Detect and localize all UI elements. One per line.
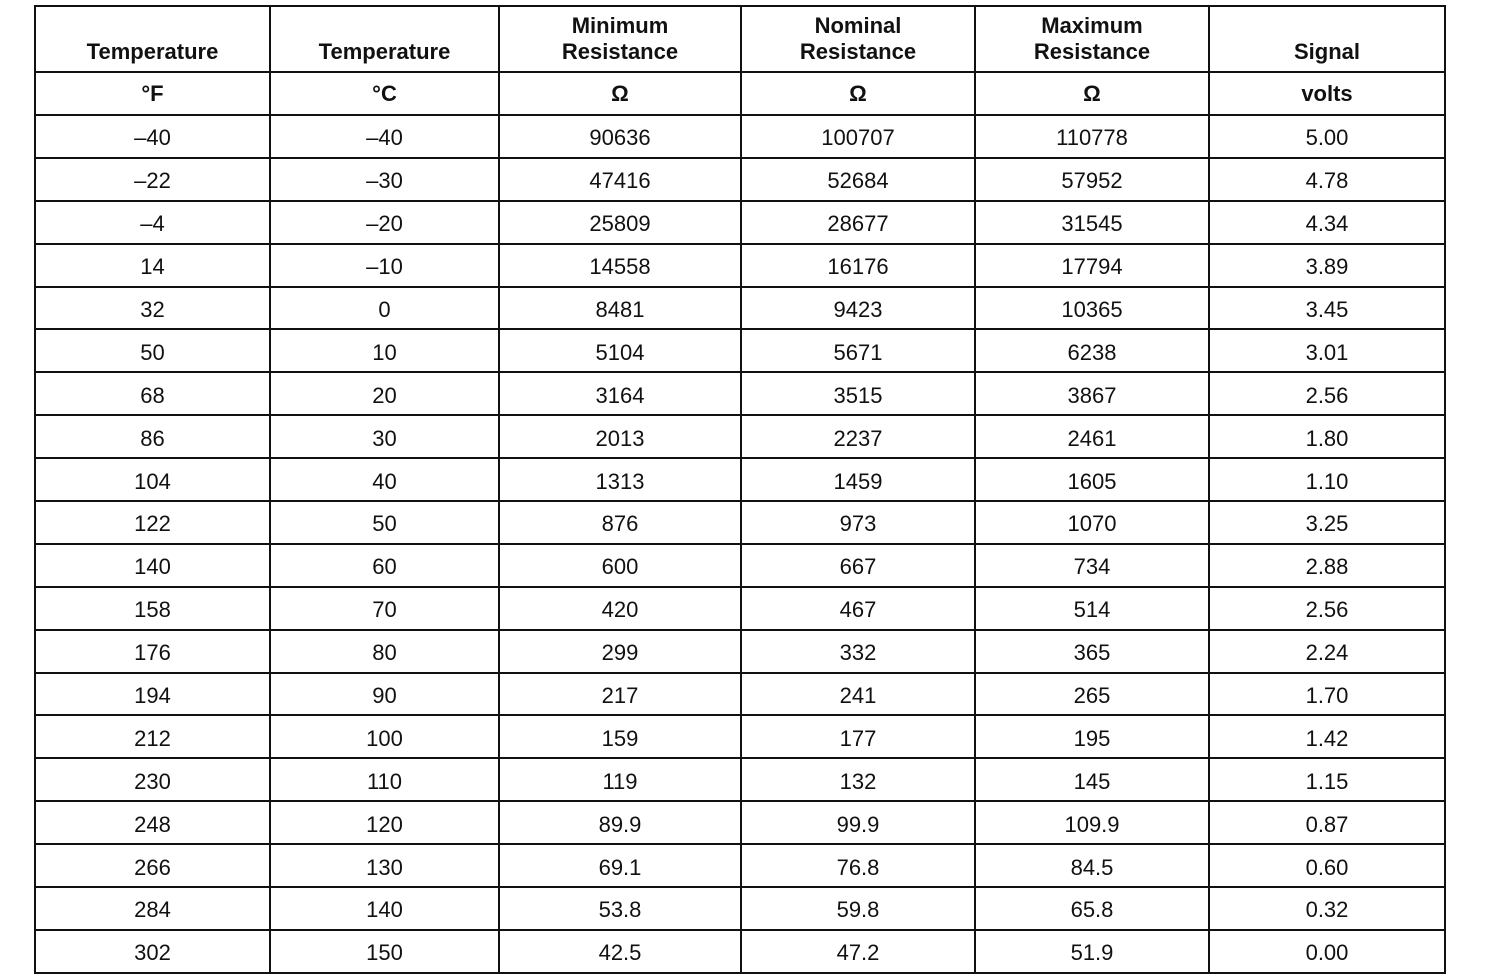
cell-signal-volts: 1.10 xyxy=(1209,458,1445,501)
column-header-nominal-resistance xyxy=(741,6,975,72)
unit-header-temp-f: °F xyxy=(35,72,270,115)
cell-nominal-resistance: 132 xyxy=(741,758,975,801)
cell-temp-f: –22 xyxy=(35,158,270,201)
cell-temp-c: 100 xyxy=(270,715,499,758)
cell-temp-f: 230 xyxy=(35,758,270,801)
cell-temp-f: 212 xyxy=(35,715,270,758)
cell-temp-c: –30 xyxy=(270,158,499,201)
cell-min-resistance: 69.1 xyxy=(499,844,741,887)
cell-temp-f: 68 xyxy=(35,372,270,415)
cell-signal-volts: 1.42 xyxy=(1209,715,1445,758)
column-header-label: Temperature xyxy=(318,39,451,64)
table-row xyxy=(35,673,1445,716)
table-row xyxy=(35,758,1445,801)
table-row xyxy=(35,930,1445,973)
table-row xyxy=(35,801,1445,844)
table-row xyxy=(35,244,1445,287)
cell-min-resistance: 119 xyxy=(499,758,741,801)
cell-temp-f: 32 xyxy=(35,287,270,330)
cell-min-resistance: 89.9 xyxy=(499,801,741,844)
cell-max-resistance: 1070 xyxy=(975,501,1209,544)
table-row xyxy=(35,844,1445,887)
cell-nominal-resistance: 16176 xyxy=(741,244,975,287)
unit-header-nominal-resistance: Ω xyxy=(741,72,975,115)
unit-header-max-resistance: Ω xyxy=(975,72,1209,115)
cell-signal-volts: 3.45 xyxy=(1209,287,1445,330)
table-row xyxy=(35,329,1445,372)
cell-temp-f: 14 xyxy=(35,244,270,287)
table-row xyxy=(35,158,1445,201)
cell-nominal-resistance: 3515 xyxy=(741,372,975,415)
cell-signal-volts: 1.15 xyxy=(1209,758,1445,801)
cell-temp-c: –10 xyxy=(270,244,499,287)
cell-signal-volts: 2.56 xyxy=(1209,587,1445,630)
unit-header-min-resistance: Ω xyxy=(499,72,741,115)
cell-temp-c: –20 xyxy=(270,201,499,244)
table-row xyxy=(35,630,1445,673)
cell-nominal-resistance: 667 xyxy=(741,544,975,587)
cell-nominal-resistance: 52684 xyxy=(741,158,975,201)
cell-nominal-resistance: 332 xyxy=(741,630,975,673)
cell-min-resistance: 876 xyxy=(499,501,741,544)
cell-temp-c: 140 xyxy=(270,887,499,930)
cell-temp-c: 120 xyxy=(270,801,499,844)
cell-min-resistance: 5104 xyxy=(499,329,741,372)
column-header-label: Resistance xyxy=(799,39,917,64)
column-header-max-resistance xyxy=(975,6,1209,72)
cell-min-resistance: 25809 xyxy=(499,201,741,244)
column-header-label: Nominal xyxy=(814,13,902,38)
cell-min-resistance: 42.5 xyxy=(499,930,741,973)
cell-max-resistance: 57952 xyxy=(975,158,1209,201)
table-row xyxy=(35,115,1445,158)
cell-nominal-resistance: 59.8 xyxy=(741,887,975,930)
cell-nominal-resistance: 47.2 xyxy=(741,930,975,973)
table-row xyxy=(35,501,1445,544)
cell-min-resistance: 159 xyxy=(499,715,741,758)
cell-signal-volts: 2.56 xyxy=(1209,372,1445,415)
cell-min-resistance: 420 xyxy=(499,587,741,630)
cell-min-resistance: 3164 xyxy=(499,372,741,415)
table-row xyxy=(35,201,1445,244)
cell-temp-f: 266 xyxy=(35,844,270,887)
cell-min-resistance: 14558 xyxy=(499,244,741,287)
cell-temp-c: 70 xyxy=(270,587,499,630)
cell-nominal-resistance: 100707 xyxy=(741,115,975,158)
column-header-label: Resistance xyxy=(561,39,679,64)
cell-temp-f: 248 xyxy=(35,801,270,844)
cell-temp-f: 50 xyxy=(35,329,270,372)
cell-signal-volts: 0.60 xyxy=(1209,844,1445,887)
cell-temp-c: 10 xyxy=(270,329,499,372)
cell-temp-c: 80 xyxy=(270,630,499,673)
cell-max-resistance: 110778 xyxy=(975,115,1209,158)
cell-nominal-resistance: 99.9 xyxy=(741,801,975,844)
table-row xyxy=(35,458,1445,501)
cell-nominal-resistance: 973 xyxy=(741,501,975,544)
table-header xyxy=(35,6,1445,115)
cell-signal-volts: 0.00 xyxy=(1209,930,1445,973)
cell-min-resistance: 299 xyxy=(499,630,741,673)
cell-signal-volts: 0.32 xyxy=(1209,887,1445,930)
cell-signal-volts: 0.87 xyxy=(1209,801,1445,844)
cell-nominal-resistance: 5671 xyxy=(741,329,975,372)
cell-max-resistance: 10365 xyxy=(975,287,1209,330)
cell-max-resistance: 84.5 xyxy=(975,844,1209,887)
column-header-temp-c xyxy=(270,6,499,72)
cell-temp-c: 150 xyxy=(270,930,499,973)
cell-max-resistance: 2461 xyxy=(975,415,1209,458)
cell-signal-volts: 4.78 xyxy=(1209,158,1445,201)
column-header-signal-volts xyxy=(1209,6,1445,72)
cell-temp-f: 140 xyxy=(35,544,270,587)
cell-signal-volts: 3.89 xyxy=(1209,244,1445,287)
table-row xyxy=(35,372,1445,415)
cell-min-resistance: 217 xyxy=(499,673,741,716)
cell-max-resistance: 65.8 xyxy=(975,887,1209,930)
cell-signal-volts: 1.70 xyxy=(1209,673,1445,716)
cell-nominal-resistance: 177 xyxy=(741,715,975,758)
cell-max-resistance: 734 xyxy=(975,544,1209,587)
table-row xyxy=(35,544,1445,587)
cell-nominal-resistance: 76.8 xyxy=(741,844,975,887)
cell-max-resistance: 51.9 xyxy=(975,930,1209,973)
cell-max-resistance: 3867 xyxy=(975,372,1209,415)
cell-max-resistance: 365 xyxy=(975,630,1209,673)
cell-min-resistance: 90636 xyxy=(499,115,741,158)
cell-signal-volts: 3.25 xyxy=(1209,501,1445,544)
cell-nominal-resistance: 28677 xyxy=(741,201,975,244)
table-row xyxy=(35,587,1445,630)
cell-min-resistance: 1313 xyxy=(499,458,741,501)
cell-temp-f: 194 xyxy=(35,673,270,716)
cell-temp-f: –40 xyxy=(35,115,270,158)
cell-max-resistance: 6238 xyxy=(975,329,1209,372)
table-body xyxy=(35,115,1445,973)
cell-temp-c: 20 xyxy=(270,372,499,415)
cell-min-resistance: 47416 xyxy=(499,158,741,201)
cell-max-resistance: 145 xyxy=(975,758,1209,801)
cell-signal-volts: 5.00 xyxy=(1209,115,1445,158)
column-header-label: Signal xyxy=(1293,39,1360,64)
cell-temp-c: 30 xyxy=(270,415,499,458)
resistance-table xyxy=(34,5,1446,974)
cell-signal-volts: 1.80 xyxy=(1209,415,1445,458)
cell-temp-c: 110 xyxy=(270,758,499,801)
cell-max-resistance: 17794 xyxy=(975,244,1209,287)
column-header-temp-f xyxy=(35,6,270,72)
cell-max-resistance: 195 xyxy=(975,715,1209,758)
column-header-label: Temperature xyxy=(86,39,219,64)
cell-temp-f: 104 xyxy=(35,458,270,501)
cell-temp-f: 158 xyxy=(35,587,270,630)
cell-min-resistance: 2013 xyxy=(499,415,741,458)
cell-max-resistance: 109.9 xyxy=(975,801,1209,844)
cell-signal-volts: 4.34 xyxy=(1209,201,1445,244)
cell-signal-volts: 2.24 xyxy=(1209,630,1445,673)
table-row xyxy=(35,287,1445,330)
cell-temp-f: 284 xyxy=(35,887,270,930)
column-header-min-resistance xyxy=(499,6,741,72)
cell-nominal-resistance: 467 xyxy=(741,587,975,630)
cell-temp-f: 176 xyxy=(35,630,270,673)
cell-temp-f: 302 xyxy=(35,930,270,973)
unit-header-signal-volts: volts xyxy=(1209,72,1445,115)
cell-max-resistance: 265 xyxy=(975,673,1209,716)
cell-temp-c: 40 xyxy=(270,458,499,501)
cell-temp-c: 50 xyxy=(270,501,499,544)
column-header-label: Maximum xyxy=(1041,13,1143,38)
cell-nominal-resistance: 2237 xyxy=(741,415,975,458)
cell-max-resistance: 1605 xyxy=(975,458,1209,501)
cell-temp-f: 86 xyxy=(35,415,270,458)
cell-temp-f: 122 xyxy=(35,501,270,544)
unit-header-temp-c: °C xyxy=(270,72,499,115)
cell-temp-c: 90 xyxy=(270,673,499,716)
cell-temp-c: 60 xyxy=(270,544,499,587)
table-row xyxy=(35,887,1445,930)
cell-signal-volts: 2.88 xyxy=(1209,544,1445,587)
column-header-label: Minimum xyxy=(571,13,669,38)
cell-min-resistance: 53.8 xyxy=(499,887,741,930)
column-header-label: Resistance xyxy=(1033,39,1151,64)
cell-nominal-resistance: 9423 xyxy=(741,287,975,330)
table-row xyxy=(35,415,1445,458)
cell-temp-c: –40 xyxy=(270,115,499,158)
header-row xyxy=(35,6,1445,72)
cell-temp-c: 130 xyxy=(270,844,499,887)
table-row xyxy=(35,715,1445,758)
cell-min-resistance: 8481 xyxy=(499,287,741,330)
cell-nominal-resistance: 241 xyxy=(741,673,975,716)
cell-nominal-resistance: 1459 xyxy=(741,458,975,501)
unit-row xyxy=(35,72,1445,115)
cell-max-resistance: 514 xyxy=(975,587,1209,630)
cell-max-resistance: 31545 xyxy=(975,201,1209,244)
cell-signal-volts: 3.01 xyxy=(1209,329,1445,372)
cell-temp-f: –4 xyxy=(35,201,270,244)
cell-temp-c: 0 xyxy=(270,287,499,330)
cell-min-resistance: 600 xyxy=(499,544,741,587)
